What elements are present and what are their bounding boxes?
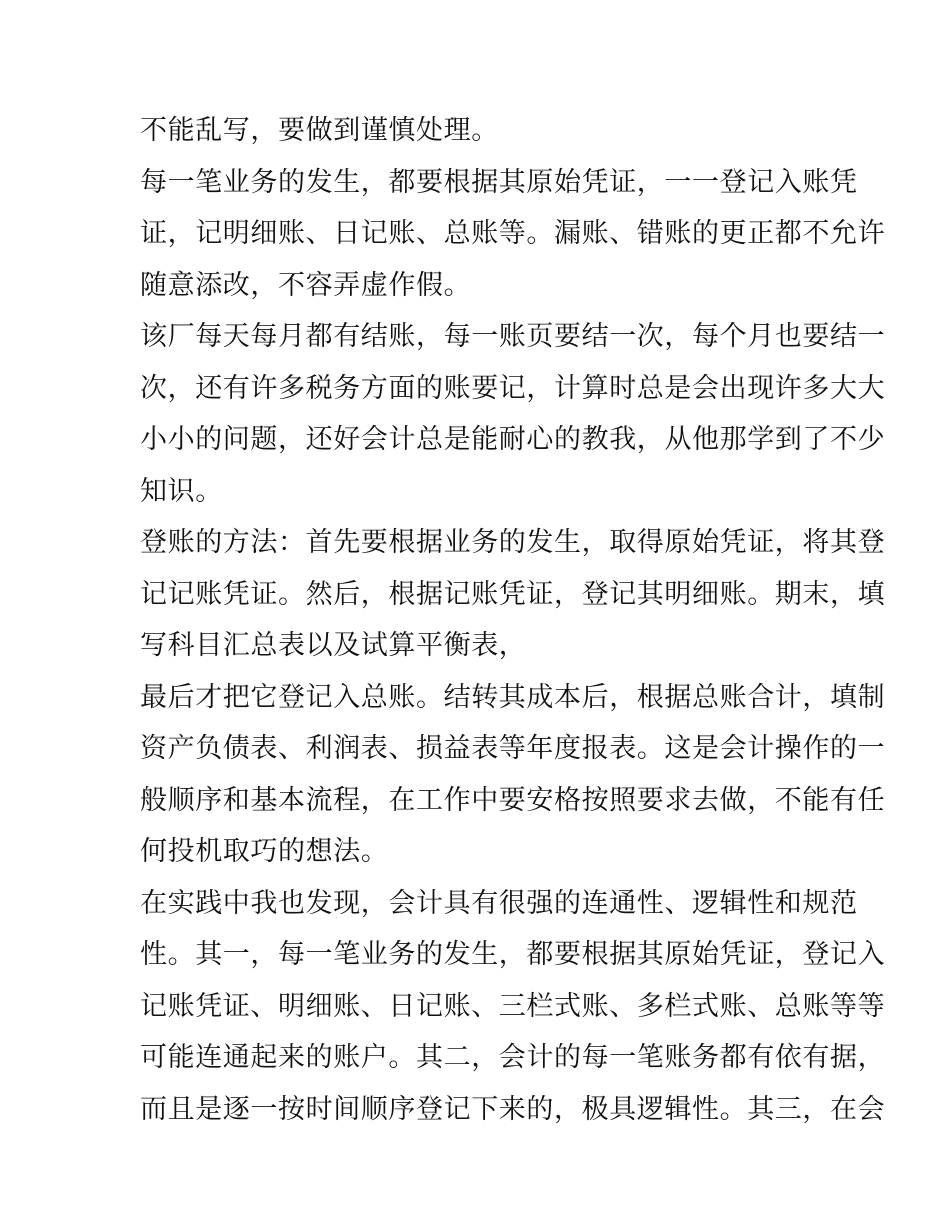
text-line: 证，记明细账、日记账、总账等。漏账、错账的更正都不允许 [140, 218, 886, 249]
text-line: 般顺序和基本流程，在工作中要安格按照要求去做，不能有任 [140, 784, 886, 816]
text-line: 登账的方法：首先要根据业务的发生，取得原始凭证，将其登 [140, 527, 886, 558]
text-line: 资产负债表、利润表、损益表等年度报表。这是会计操作的一 [140, 733, 886, 764]
text-line: 次，还有许多税务方面的账要记，计算时总是会出现许多大大 [140, 372, 886, 404]
text-line: 不能乱写，要做到谨慎处理。 [140, 115, 499, 146]
text-line: 记账凭证、明细账、日记账、三栏式账、多栏式账、总账等等 [140, 990, 886, 1022]
text-line: 知识。 [140, 475, 223, 507]
text-line: 记记账凭证。然后，根据记账凭证，登记其明细账。期末，填 [140, 578, 886, 610]
text-line: 而且是逐一按时间顺序登记下来的，极具逻辑性。其三，在会 [140, 1093, 886, 1125]
body-text [140, 105, 886, 1135]
text-line: 何投机取巧的想法。 [140, 836, 389, 867]
text-line: 在实践中我也发现，会计具有很强的连通性、逻辑性和规范 [140, 887, 858, 919]
text-line: 小小的问题，还好会计总是能耐心的教我，从他那学到了不少 [140, 424, 886, 455]
text-line: 该厂每天每月都有结账，每一账页要结一次，每个月也要结一 [140, 321, 886, 352]
text-line: 可能连通起来的账户。其二，会计的每一笔账务都有依有据， [140, 1042, 886, 1073]
text-line: 写科目汇总表以及试算平衡表， [140, 630, 527, 661]
text-line: 最后才把它登记入总账。结转其成本后，根据总账合计，填制 [140, 681, 886, 713]
text-line: 每一笔业务的发生，都要根据其原始凭证，一一登记入账凭 [140, 166, 858, 198]
text-line: 性。其一，每一笔业务的发生，都要根据其原始凭证，登记入 [140, 939, 886, 970]
text-line: 随意添改，不容弄虚作假。 [140, 269, 472, 301]
